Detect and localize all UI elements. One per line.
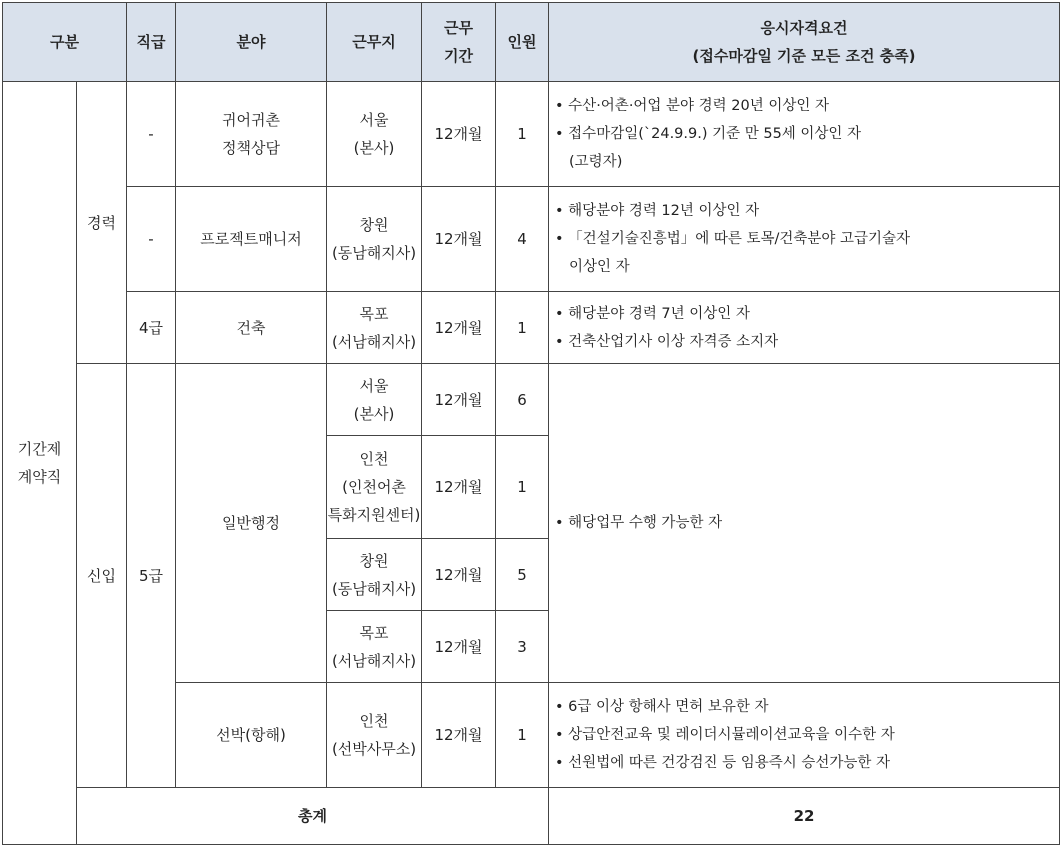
recruitment-table bbox=[2, 2, 1060, 845]
header-row bbox=[3, 3, 1060, 82]
field-cell: 선박(항해) bbox=[176, 683, 327, 788]
requirements-cell bbox=[549, 364, 1060, 683]
period-cell: 12개월 bbox=[422, 436, 496, 539]
count-cell: 3 bbox=[496, 611, 549, 683]
workplace-line: 창원 bbox=[359, 216, 389, 234]
header-count: 인원 bbox=[496, 3, 549, 82]
period-cell: 12개월 bbox=[422, 82, 496, 187]
header-period bbox=[422, 3, 496, 82]
grade-cell: - bbox=[127, 187, 176, 292]
category-cell bbox=[3, 82, 77, 845]
count-cell: 1 bbox=[496, 82, 549, 187]
workplace-cell bbox=[327, 187, 422, 292]
requirements-cell bbox=[549, 683, 1060, 788]
workplace-cell bbox=[327, 539, 422, 611]
category-line1: 기간제 bbox=[17, 440, 62, 458]
workplace-line: 인천 bbox=[359, 450, 389, 468]
workplace-line: (동남해지사) bbox=[331, 579, 417, 598]
workplace-line: 서울 bbox=[359, 111, 389, 129]
count-cell: 1 bbox=[496, 292, 549, 364]
requirement-item: • 선원법에 따른 건강검진 등 임용즉시 승선가능한 자 bbox=[555, 755, 890, 771]
field-cell: 일반행정 bbox=[176, 364, 327, 683]
requirement-item: • 해당분야 경력 12년 이상인 자 bbox=[555, 203, 760, 219]
requirement-item: • 접수마감일(`24.9.9.) 기준 만 55세 이상인 자 bbox=[555, 126, 862, 142]
field-cell: 건축 bbox=[176, 292, 327, 364]
field-line: 정책상담 bbox=[222, 139, 280, 157]
table-row bbox=[3, 187, 1060, 292]
career-cell: 경력 bbox=[77, 82, 127, 364]
field-cell bbox=[176, 82, 327, 187]
category-line2: 계약직 bbox=[17, 468, 62, 486]
field-cell: 프로젝트매니저 bbox=[176, 187, 327, 292]
count-cell: 4 bbox=[496, 187, 549, 292]
workplace-line: 창원 bbox=[359, 551, 389, 570]
count-cell: 1 bbox=[496, 436, 549, 539]
workplace-cell bbox=[327, 683, 422, 788]
total-label: 총계 bbox=[77, 788, 549, 845]
period-cell: 12개월 bbox=[422, 364, 496, 436]
grade-cell: 5급 bbox=[127, 364, 176, 788]
header-requirements bbox=[549, 3, 1060, 82]
header-grade: 직급 bbox=[127, 3, 176, 82]
workplace-line: 서울 bbox=[359, 376, 389, 395]
requirements-cell bbox=[549, 187, 1060, 292]
grade-cell: - bbox=[127, 82, 176, 187]
requirement-item: • 수산·어촌·어업 분야 경력 20년 이상인 자 bbox=[555, 98, 829, 114]
requirements-cell bbox=[549, 292, 1060, 364]
requirement-item: • 건축산업기사 이상 자격증 소지자 bbox=[555, 333, 779, 350]
grade-cell: 4급 bbox=[127, 292, 176, 364]
requirement-item: • 상급안전교육 및 레이더시뮬레이션교육을 이수한 자 bbox=[555, 727, 895, 743]
period-cell: 12개월 bbox=[422, 539, 496, 611]
total-count: 22 bbox=[549, 788, 1060, 845]
requirement-item: • 「건설기술진흥법」에 따른 토목/건축분야 고급기술자 bbox=[555, 231, 911, 247]
header-field: 분야 bbox=[176, 3, 327, 82]
requirement-item: • 6급 이상 항해사 면허 보유한 자 bbox=[555, 699, 769, 715]
period-cell: 12개월 bbox=[422, 187, 496, 292]
header-gubun: 구분 bbox=[3, 3, 127, 82]
workplace-cell bbox=[327, 292, 422, 364]
newhire-cell: 신입 bbox=[77, 364, 127, 788]
header-period-line1: 근무 bbox=[444, 19, 473, 37]
period-cell: 12개월 bbox=[422, 611, 496, 683]
table-row bbox=[3, 292, 1060, 364]
requirement-item: • 해당분야 경력 7년 이상인 자 bbox=[555, 305, 750, 322]
workplace-line: 목포 bbox=[359, 304, 389, 323]
workplace-cell bbox=[327, 364, 422, 436]
period-cell: 12개월 bbox=[422, 683, 496, 788]
header-req-line1: 응시자격요건 bbox=[760, 19, 848, 37]
workplace-line: (서남해지사) bbox=[331, 651, 417, 670]
requirement-item: • 해당업무 수행 가능한 자 bbox=[555, 515, 723, 531]
workplace-cell bbox=[327, 436, 422, 539]
workplace-cell bbox=[327, 611, 422, 683]
count-cell: 5 bbox=[496, 539, 549, 611]
header-req-line2: (접수마감일 기준 모든 조건 충족) bbox=[692, 47, 916, 65]
workplace-line: 목포 bbox=[359, 623, 389, 642]
header-workplace: 근무지 bbox=[327, 3, 422, 82]
requirement-item: 이상인 자 bbox=[569, 259, 630, 275]
workplace-cell bbox=[327, 82, 422, 187]
field-line: 귀어귀촌 bbox=[222, 111, 280, 129]
workplace-line: 특화지원센터) bbox=[327, 506, 421, 524]
header-period-line2: 기간 bbox=[444, 47, 473, 65]
table-row bbox=[3, 82, 1060, 187]
count-cell: 6 bbox=[496, 364, 549, 436]
workplace-line: (선박사무소) bbox=[331, 740, 417, 758]
workplace-line: (본사) bbox=[353, 404, 395, 423]
workplace-line: (서남해지사) bbox=[331, 332, 417, 351]
workplace-line: (동남해지사) bbox=[331, 244, 417, 262]
workplace-line: (인천어촌 bbox=[342, 478, 406, 496]
workplace-line: 인천 bbox=[359, 712, 389, 730]
requirement-item: (고령자) bbox=[569, 154, 623, 170]
table-row bbox=[3, 364, 1060, 436]
period-cell: 12개월 bbox=[422, 292, 496, 364]
count-cell: 1 bbox=[496, 683, 549, 788]
workplace-line: (본사) bbox=[353, 139, 395, 157]
requirements-cell bbox=[549, 82, 1060, 187]
total-row bbox=[3, 788, 1060, 845]
